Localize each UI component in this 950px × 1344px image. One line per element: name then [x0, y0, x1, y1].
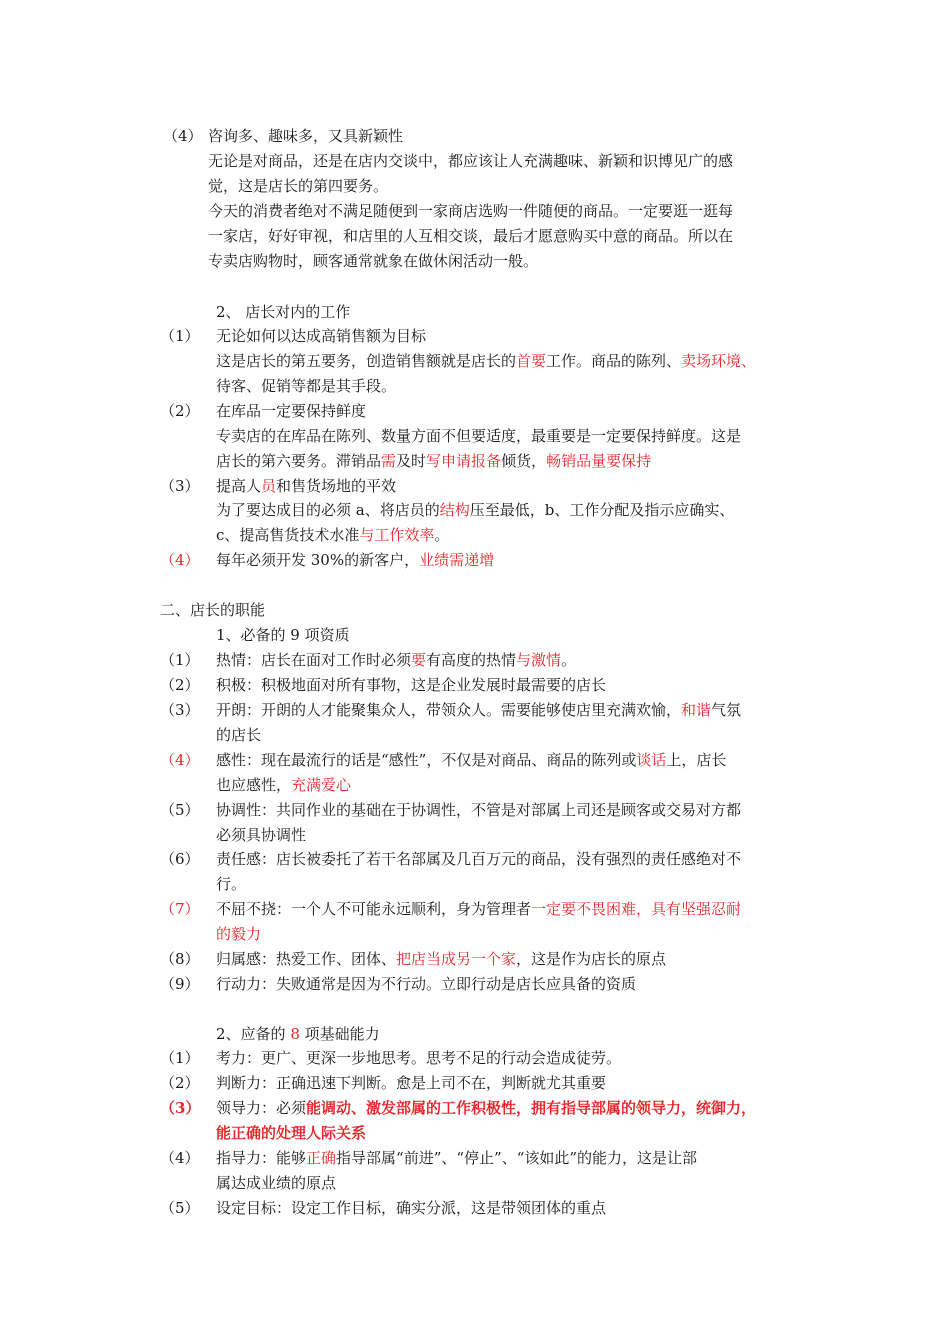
text-run: 的店长	[216, 726, 262, 744]
list-number: （4）	[160, 551, 200, 569]
text-run: 热情：店长在面对工作时必须	[216, 651, 412, 669]
text-line	[216, 500, 734, 520]
text-line	[216, 1073, 606, 1093]
highlighted-text: 需	[381, 452, 397, 470]
text-line	[216, 351, 756, 371]
text-run: 觉，这是店长的第四要务。	[208, 177, 389, 195]
text-line	[216, 525, 449, 545]
text-line	[216, 1123, 366, 1143]
text-run: 指导部属“前进”、“停止”、“该如此”的能力，这是让部	[336, 1149, 698, 1167]
text-run: 开朗：开朗的人才能聚集众人，带领众人。需要能够使店里充满欢愉，	[216, 701, 682, 719]
text-run: 设定目标：设定工作目标，确实分派，这是带领团体的重点	[216, 1199, 607, 1217]
text-line	[216, 401, 366, 421]
highlighted-text: 与工作效率	[359, 526, 435, 544]
text-line	[208, 201, 733, 221]
text-run: 一家店，好好审视，和店里的人互相交谈，最后才愿意购买中意的商品。所以在	[208, 227, 734, 245]
text-run: 专卖店的在库品在陈列、数量方面不但要适度，最重要是一定要保持鲜度。这是	[216, 427, 742, 445]
text-line	[216, 650, 576, 670]
highlighted-text: 8	[290, 1025, 300, 1043]
text-run: 不屈不挠：一个人不可能永远顺利，身为管理者	[216, 900, 532, 918]
text-run: 有高度的热情	[426, 651, 517, 669]
text-run: 。	[434, 526, 450, 544]
text-line	[216, 376, 396, 396]
list-number: （3）	[160, 477, 200, 495]
text-run: 也应感性，	[216, 776, 292, 794]
highlighted-text: 能正确的处理人际关系	[216, 1124, 367, 1142]
highlighted-text: 谈话	[636, 751, 667, 769]
text-run: 待客、促销等都是其手段。	[216, 377, 397, 395]
highlighted-text: 能调动、激发部属的工作积极性，拥有指导部属的领导力，统御力，	[306, 1099, 757, 1117]
text-line	[216, 874, 246, 894]
text-line	[216, 725, 261, 745]
list-number: （2）	[160, 402, 200, 420]
highlighted-text: 员	[261, 477, 277, 495]
text-run: ，这是作为店长的原点	[516, 950, 667, 968]
list-number: （4）	[160, 751, 200, 769]
text-run: 行。	[216, 875, 247, 893]
text-line	[216, 775, 351, 795]
text-line	[216, 1148, 697, 1168]
list-number: （1）	[160, 651, 200, 669]
text-run: 。	[561, 651, 577, 669]
text-run: 2、 店长对内的工作	[216, 303, 351, 321]
text-line	[216, 625, 350, 645]
text-run: 提高人	[216, 477, 262, 495]
text-run: 属达成业绩的原点	[216, 1174, 337, 1192]
text-line	[216, 451, 651, 471]
text-run: 考力：更广、更深一步地思考。思考不足的行动会造成徒劳。	[216, 1049, 622, 1067]
text-run: 及时	[396, 452, 427, 470]
highlighted-text: 卖场环境、	[681, 352, 757, 370]
text-run: 判断力：正确迅速下判断。愈是上司不在，判断就尤其重要	[216, 1074, 607, 1092]
text-run: 无论是对商品，还是在店内交谈中，都应该让人充满趣味、新颖和识博见广的感	[208, 152, 734, 170]
list-number: （3）	[160, 701, 200, 719]
text-run: 今天的消费者绝对不满足随便到一家商店选购一件随便的商品。一定要逛一逛每	[208, 202, 734, 220]
text-line	[216, 1173, 336, 1193]
highlighted-text: 的毅力	[216, 925, 262, 943]
text-run: 气氛	[711, 701, 742, 719]
text-line	[216, 849, 741, 869]
text-line	[216, 949, 666, 969]
text-line	[216, 899, 741, 919]
text-run: 二、店长的职能	[160, 601, 266, 619]
text-line	[216, 825, 306, 845]
text-run: 指导力：能够	[216, 1149, 307, 1167]
list-number: （1）	[160, 1049, 200, 1067]
highlighted-text: 畅销品量要保持	[546, 452, 652, 470]
text-line	[216, 326, 426, 346]
text-run: 压至最低，b、工作分配及指示应确实、	[469, 501, 735, 519]
text-line	[216, 974, 636, 994]
highlighted-text: 业绩需递增	[419, 551, 495, 569]
list-number: （4）	[163, 127, 203, 145]
text-line	[216, 1098, 756, 1118]
highlighted-text: 与激情	[516, 651, 562, 669]
text-run: 感性：现在最流行的话是“感性”，不仅是对商品、商品的陈列或	[216, 751, 637, 769]
text-run: 这是店长的第五要务，创造销售额就是店长的	[216, 352, 517, 370]
text-run: 2、应备的	[216, 1025, 291, 1043]
text-line	[208, 126, 403, 146]
highlighted-text: 把店当成另一个家	[396, 950, 517, 968]
highlighted-text: 首要	[516, 352, 547, 370]
text-line	[208, 226, 733, 246]
text-run: 行动力：失败通常是因为不行动。立即行动是店长应具备的资质	[216, 975, 637, 993]
text-line	[216, 550, 494, 570]
list-number: （4）	[160, 1149, 200, 1167]
highlighted-text: 结构	[439, 501, 470, 519]
text-run: 工作。商品的陈列、	[546, 352, 682, 370]
text-run: 倾货，	[501, 452, 547, 470]
text-run: 1、必备的 9 项资质	[216, 626, 350, 644]
text-line	[216, 924, 261, 944]
text-run: c、提高售货技术水准	[216, 526, 360, 544]
text-line	[216, 476, 396, 496]
list-number: （7）	[160, 900, 200, 918]
text-run: 在库品一定要保持鲜度	[216, 402, 367, 420]
text-line	[208, 176, 388, 196]
text-line	[208, 251, 538, 271]
list-number: （8）	[160, 950, 200, 968]
list-number: （5）	[160, 801, 200, 819]
list-number: （9）	[160, 975, 200, 993]
highlighted-text: 充满爱心	[291, 776, 352, 794]
text-line	[216, 426, 741, 446]
text-run: 店长的第六要务。滞销品	[216, 452, 382, 470]
list-number: （2）	[160, 676, 200, 694]
list-number: （5）	[160, 1199, 200, 1217]
highlighted-text: 正确	[306, 1149, 337, 1167]
text-line	[216, 675, 606, 695]
text-line	[208, 151, 733, 171]
list-number: （1）	[160, 327, 200, 345]
highlighted-text: 和谐	[681, 701, 712, 719]
text-line	[216, 1048, 621, 1068]
highlighted-text: 一定要不畏困难，具有坚强忍耐	[531, 900, 742, 918]
text-line	[216, 1024, 380, 1044]
text-run: 责任感：店长被委托了若干名部属及几百万元的商品，没有强烈的责任感绝对不	[216, 850, 742, 868]
text-line	[216, 800, 741, 820]
list-number: （3）	[160, 1099, 201, 1117]
text-run: 上，店长	[666, 751, 727, 769]
text-line	[160, 600, 265, 620]
text-line	[216, 750, 726, 770]
text-line	[216, 1198, 606, 1218]
text-run: 和售货场地的平效	[276, 477, 397, 495]
list-number: （2）	[160, 1074, 200, 1092]
text-run: 咨询多、趣味多，又具新颖性	[208, 127, 404, 145]
text-run: 为了要达成目的必须 a、将店员的	[216, 501, 440, 519]
text-run: 协调性：共同作业的基础在于协调性，不管是对部属上司还是顾客或交易对方都	[216, 801, 742, 819]
highlighted-text: 写申请报备	[426, 452, 502, 470]
text-run: 必须具协调性	[216, 826, 307, 844]
text-run: 专卖店购物时，顾客通常就象在做休闲活动一般。	[208, 252, 539, 270]
text-run: 无论如何以达成高销售额为目标	[216, 327, 427, 345]
text-run: 归属感：热爱工作、团体、	[216, 950, 397, 968]
text-line	[216, 700, 741, 720]
text-run: 领导力：必须	[216, 1099, 307, 1117]
text-run: 项基础能力	[299, 1025, 380, 1043]
highlighted-text: 要	[411, 651, 427, 669]
text-run: 每年必须开发 30%的新客户，	[216, 551, 420, 569]
text-run: 积极：积极地面对所有事物，这是企业发展时最需要的店长	[216, 676, 607, 694]
text-line	[216, 302, 350, 322]
list-number: （6）	[160, 850, 200, 868]
